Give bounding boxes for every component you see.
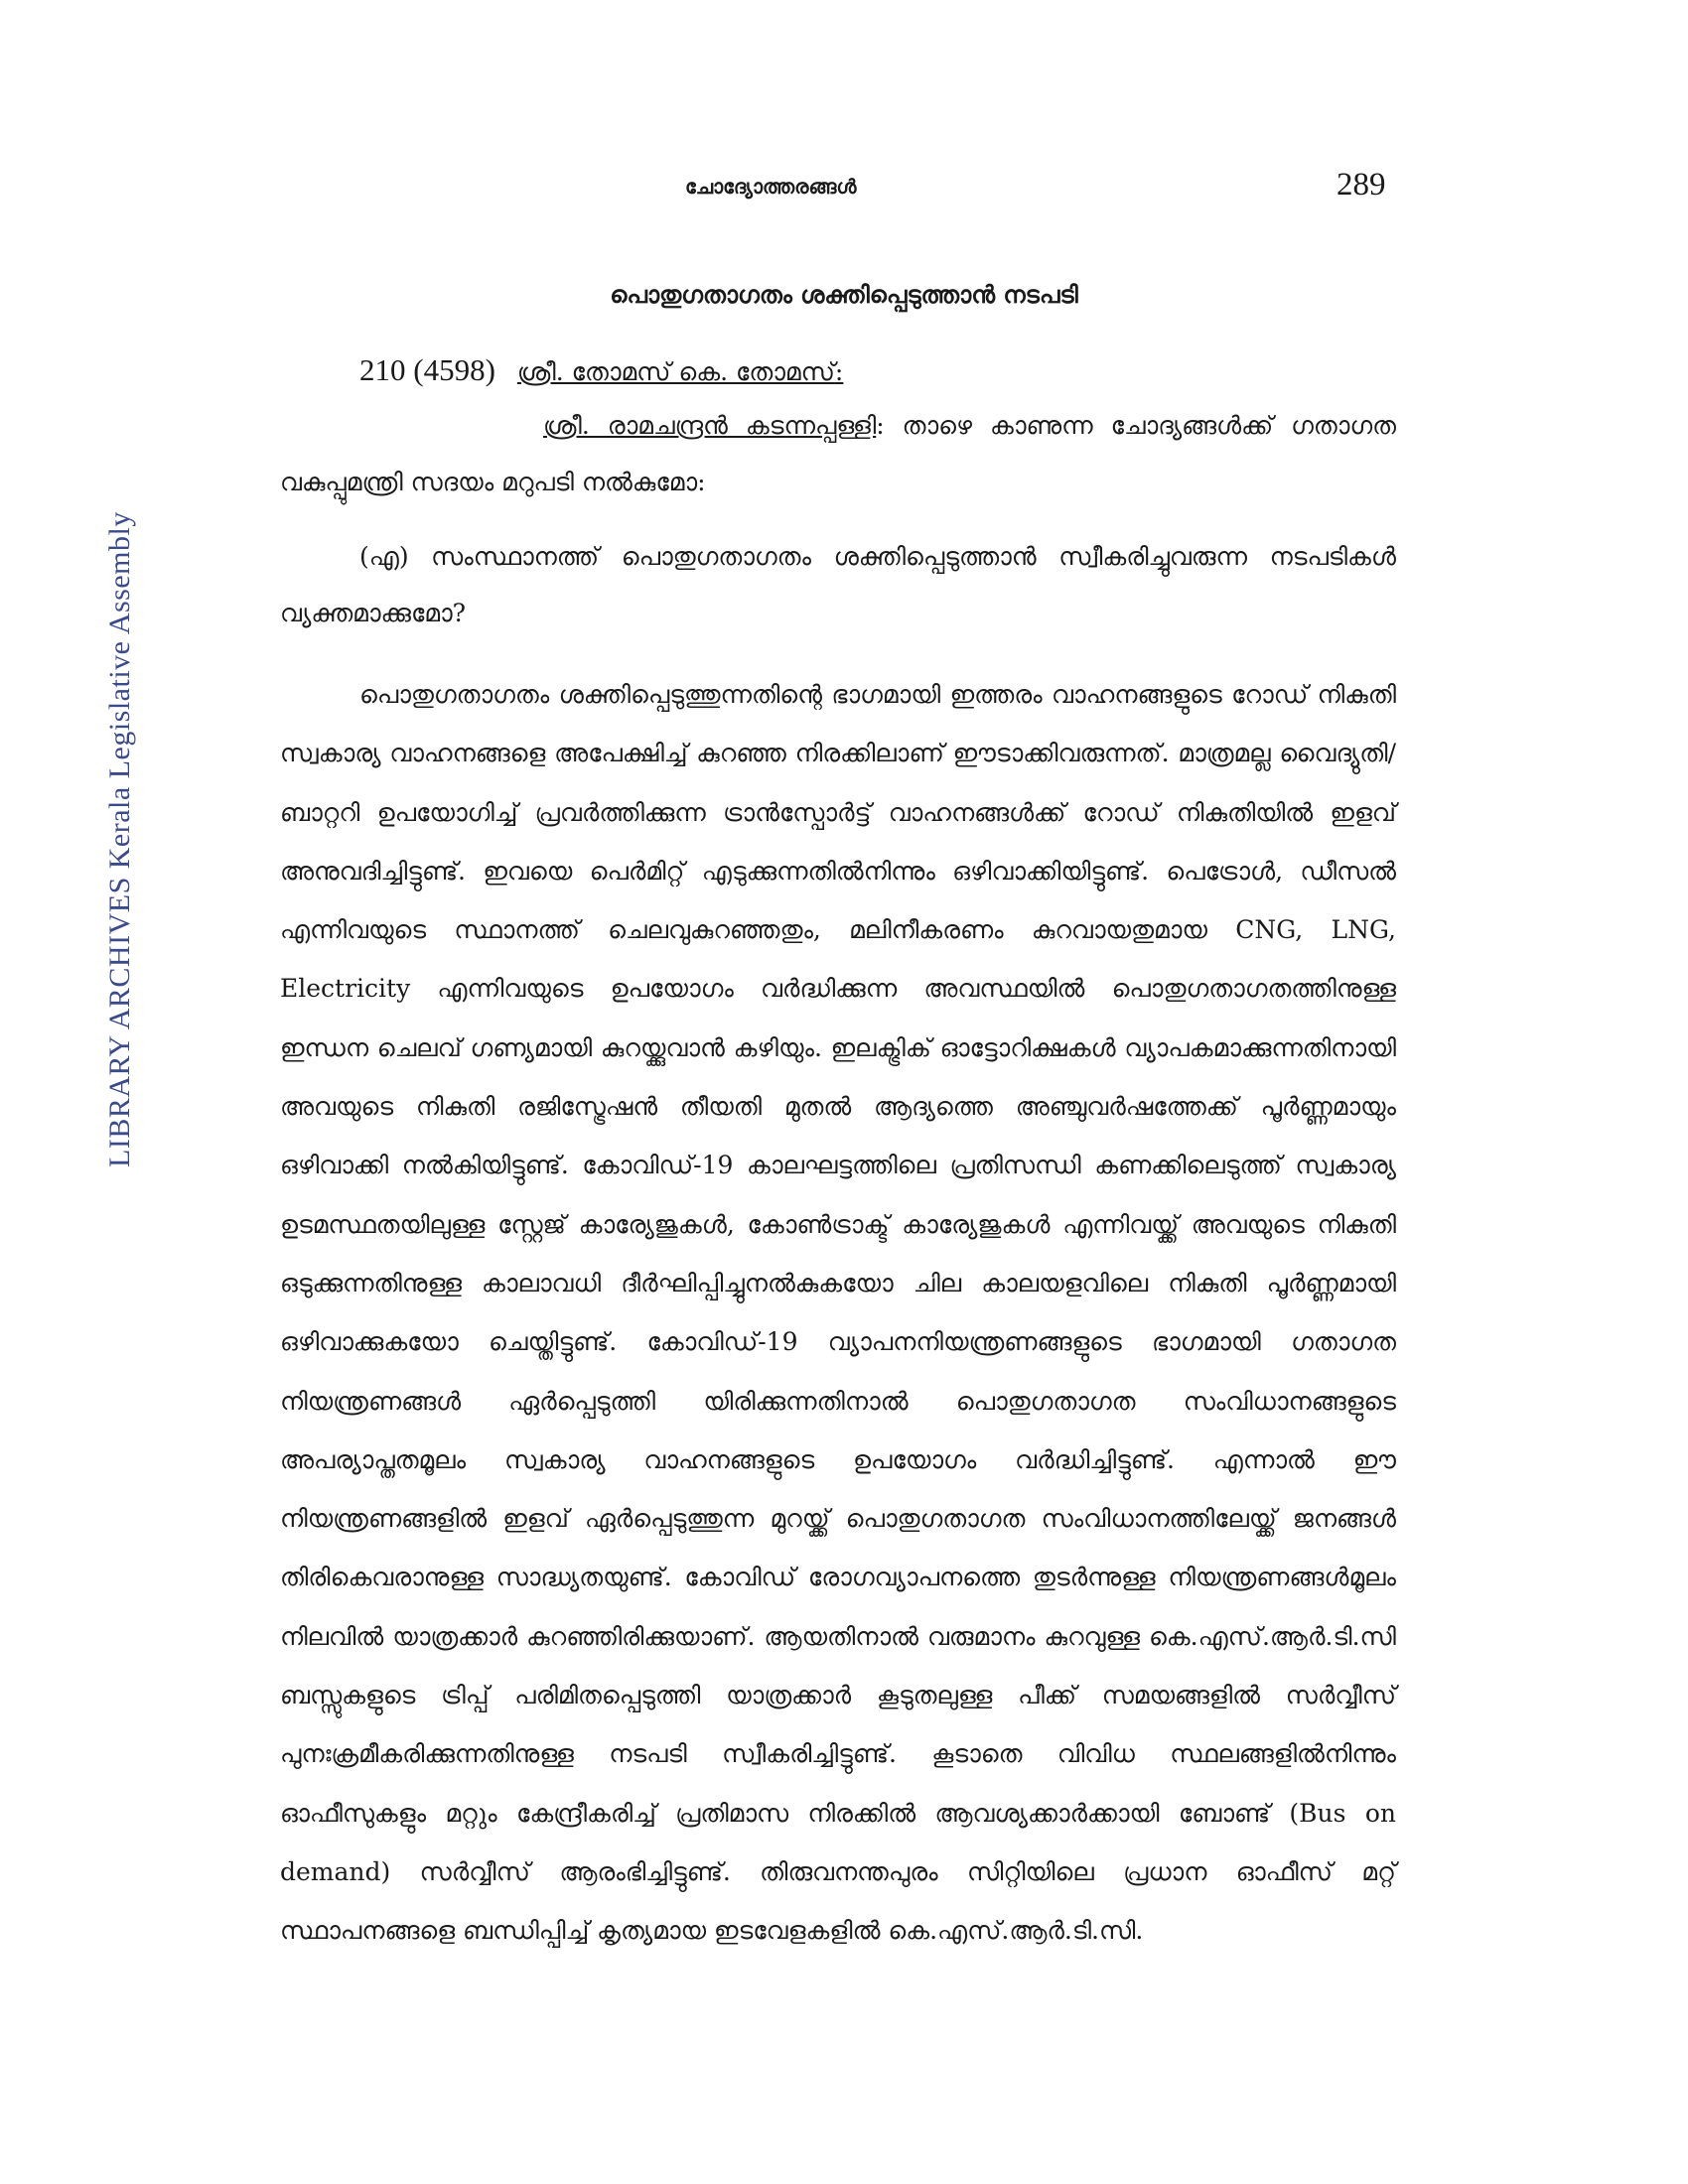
member-name-2: ശ്രീ. രാമചന്ദ്രൻ കടന്നപ്പള്ളി bbox=[543, 411, 877, 440]
member-name-1: ശ്രീ. തോമസ് കെ. തോമസ് bbox=[516, 357, 835, 386]
page-number: 289 bbox=[1336, 167, 1386, 203]
member-name-1-colon: : bbox=[834, 357, 844, 386]
running-header bbox=[0, 167, 1688, 206]
archive-watermark: LIBRARY ARCHIVES Kerala Legislative Assembly bbox=[103, 511, 136, 1167]
question-number: 210 (4598) bbox=[359, 352, 495, 387]
sub-question-a: (എ) സംസ്ഥാനത്ത് പൊതുഗതാഗതം ശക്തിപ്പെടുത്താൻ സ്വീകരിച്ചുവരുന്ന നടപടികൾ വ്യക്തമാക്കുമോ? bbox=[280, 542, 1396, 627]
question-intro bbox=[280, 397, 1396, 510]
answer-paragraph: പൊതുഗതാഗതം ശക്തിപ്പെടുത്തുന്നതിന്റെ ഭാഗമായി ഇത്തരം വാഹനങ്ങളുടെ റോഡ് നികുതി സ്വകാര്യ വാഹനങ്ങളെ അപേക്ഷിച്ച് കുറഞ്ഞ നിരക്കിലാണ് ഈടാക്കിവരുന്നത്. മാത്രമല്ല വൈദ്യുതി/ബാറ്ററി ഉപയോഗിച്ച് പ്രവർത്തിക്കുന്ന ട്രാൻസ്പോർട്ട് വാഹനങ്ങൾക്ക് റോഡ് നികുതിയിൽ ഇളവ് അനുവദിച്ചിട്ടുണ്ട്. ഇവയെ പെർമിറ്റ് എടുക്കുന്നതിൽനിന്നും ഒഴിവാക്കിയിട്ടുണ്ട്. പെട്രോൾ, ഡീസൽ എന്നിവയുടെ സ്ഥാനത്ത് ചെലവുകുറഞ്ഞതും, മലിനീകരണം കുറവായതുമായ CNG, LNG, Electricity എന്നിവയുടെ ഉപയോഗം വർദ്ധിക്കുന്ന അവസ്ഥയിൽ പൊതുഗതാഗതത്തിനുള്ള ഇന്ധന ചെലവ് ഗണ്യമായി കുറയ്ക്കുവാൻ കഴിയും. ഇലക്ട്രിക് ഓട്ടോറിക്ഷകൾ വ്യാപകമാക്കുന്നതിനായി അവയുടെ നികുതി രജിസ്ട്രേഷൻ തീയതി മുതൽ ആദ്യത്തെ അഞ്ചുവർഷത്തേക്ക് പൂർണ്ണമായും ഒഴിവാക്കി നൽകിയിട്ടുണ്ട്. കോവിഡ്-19 കാലഘട്ടത്തിലെ പ്രതിസന്ധി കണക്കിലെടുത്ത് സ്വകാര്യ ഉടമസ്ഥതയിലുള്ള സ്റ്റേജ് കാര്യേജുകൾ, കോൺട്രാക്ട് കാര്യേജുകൾ എന്നിവയ്ക്ക് അവയുടെ നികുതി ഒടുക്കുന്നതിനുള്ള കാലാവധി ദീർഘിപ്പിച്ചുനൽകുകയോ ചില കാലയളവിലെ നികുതി പൂർണ്ണമായി ഒഴിവാക്കുകയോ ചെയ്തിട്ടുണ്ട്. കോവിഡ്-19 വ്യാപനനിയന്ത്രണങ്ങളുടെ ഭാഗമായി ഗതാഗത നിയന്ത്രണങ്ങൾ ഏർപ്പെടുത്തി യിരിക്കുന്നതിനാൽ പൊതുഗതാഗത സംവിധാനങ്ങളുടെ അപര്യാപ്തതമൂലം സ്വകാര്യ വാഹനങ്ങളുടെ ഉപയോഗം വർദ്ധിച്ചിട്ടുണ്ട്. എന്നാൽ ഈ നിയന്ത്രണങ്ങളിൽ ഇളവ് ഏർപ്പെടുത്തുന്ന മുറയ്ക്ക് പൊതുഗതാഗത സംവിധാനത്തിലേയ്ക്ക് ജനങ്ങൾ തിരികെവരാനുള്ള സാദ്ധ്യതയുണ്ട്. കോവിഡ് രോഗവ്യാപനത്തെ തുടർന്നുള്ള നിയന്ത്രണങ്ങൾമൂലം നിലവിൽ യാത്രക്കാർ കുറഞ്ഞിരിക്കുയാണ്. ആയതിനാൽ വരുമാനം കുറവുള്ള കെ.എസ്.ആർ.ടി.സി ബസ്സുകളുടെ ട്രിപ്പ് പരിമിതപ്പെടുത്തി യാത്രക്കാർ കൂടുതലുള്ള പീക്ക് സമയങ്ങളിൽ സർവ്വീസ് പുനഃക്രമീകരിക്കുന്നതിനുള്ള നടപടി സ്വീകരിച്ചിട്ടുണ്ട്. കൂടാതെ വിവിധ സ്ഥലങ്ങളിൽനിന്നും ഓഫീസുകളും മറ്റും കേന്ദ്രീകരിച്ച് പ്രതിമാസ നിരക്കിൽ ആവശ്യക്കാർക്കായി ബോണ്ട് (Bus on demand) സർവ്വീസ് ആരംഭിച്ചിട്ടുണ്ട്. തിരുവനന്തപുരം സിറ്റിയിലെ പ്രധാന ഓഫീസ് മറ്റ് സ്ഥാപനങ്ങളെ ബന്ധിപ്പിച്ച് കൃത്യമായ ഇടവേളകളിൽ കെ.എസ്.ആർ.ടി.സി. bbox=[280, 680, 1396, 1946]
running-title: ചോദ്യോത്തരങ്ങൾ bbox=[685, 175, 857, 199]
question-intro-text: : താഴെ കാണുന്ന ചോദ്യങ്ങൾക്ക് ഗതാഗത വകുപ്പുമന്ത്രി സദയം മറുപടി നൽകുമോ: bbox=[280, 411, 1397, 496]
question-title: പൊതുഗതാഗതം ശക്തിപ്പെടുത്താൻ നടപടി bbox=[610, 281, 1078, 309]
question-header bbox=[280, 342, 1396, 397]
document-body bbox=[280, 342, 1396, 1961]
